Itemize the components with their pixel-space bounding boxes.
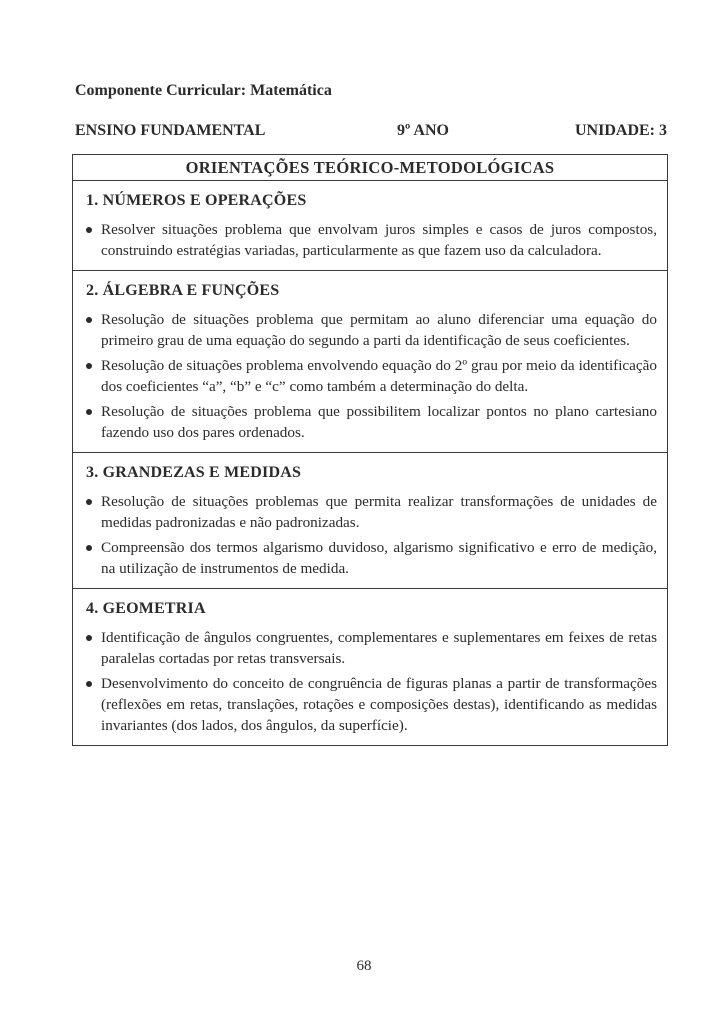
bullet-icon (86, 635, 92, 641)
list-item (86, 309, 657, 351)
list-item (86, 673, 657, 736)
bullet-icon (86, 681, 92, 687)
header-row (75, 122, 667, 146)
bullet-icon (86, 409, 92, 415)
guidelines-table (72, 154, 668, 746)
bullet-icon (86, 227, 92, 233)
list-item-text: Resolução de situações problema que possibilitem localizar pontos no plano cartesiano fazendo uso dos pares ordenados. (101, 403, 657, 441)
list-item (86, 219, 657, 261)
education-level: ENSINO FUNDAMENTAL (75, 122, 266, 139)
list-item-text: Compreensão dos termos algarismo duvidoso, algarismo significativo e erro de medição, na utilização de instrumentos de medida. (101, 539, 657, 577)
list-item-text: Resolução de situações problema que permitam ao aluno diferenciar uma equação do primeiro grau de uma equação do segundo a parti da identificação de seus coeficientes. (101, 311, 657, 349)
list-item-text: Resolução de situações problema envolvendo equação do 2º grau por meio da identificação dos coeficientes “a”, “b” e “c” como também a determinação do delta. (101, 357, 657, 395)
list-item-text: Desenvolvimento do conceito de congruência de figuras planas a partir de transformações (reflexões em retas, translações, rotações e composições destas), identificando as medidas invariantes (dos lados, dos ângulos, da superfície). (101, 675, 657, 734)
list-item (86, 355, 657, 397)
list-item-text: Identificação de ângulos congruentes, complementares e suplementares em feixes de retas paralelas cortadas por retas transversais. (101, 629, 657, 667)
list-item (86, 537, 657, 579)
school-year: 9º ANO (397, 122, 449, 139)
bullet-icon (86, 499, 92, 505)
list-item-text: Resolução de situações problemas que permita realizar transformações de unidades de medidas padronizadas e não padronizadas. (101, 493, 657, 531)
section-title: 2. ÁLGEBRA E FUNÇÕES (86, 282, 280, 299)
section-numbers-operations (73, 181, 667, 271)
section-quantities-measures (73, 453, 667, 589)
section-title: 3. GRANDEZAS E MEDIDAS (86, 464, 302, 481)
section-title: 4. GEOMETRIA (86, 600, 206, 617)
table-title: ORIENTAÇÕES TEÓRICO-METODOLÓGICAS (73, 155, 667, 181)
list-item (86, 491, 657, 533)
section-title: 1. NÚMEROS E OPERAÇÕES (86, 192, 307, 209)
bullet-icon (86, 545, 92, 551)
section-geometry (73, 589, 667, 745)
list-item (86, 627, 657, 669)
section-algebra-functions (73, 271, 667, 453)
bullet-icon (86, 363, 92, 369)
page-number: 68 (356, 958, 372, 974)
unit-label: UNIDADE: 3 (575, 122, 667, 139)
component-label: Componente Curricular: Matemática (75, 82, 332, 99)
list-item-text: Resolver situações problema que envolvam juros simples e casos de juros compostos, construindo estratégias variadas, particularmente as que fazem uso da calculadora. (101, 221, 657, 259)
list-item (86, 401, 657, 443)
bullet-icon (86, 317, 92, 323)
